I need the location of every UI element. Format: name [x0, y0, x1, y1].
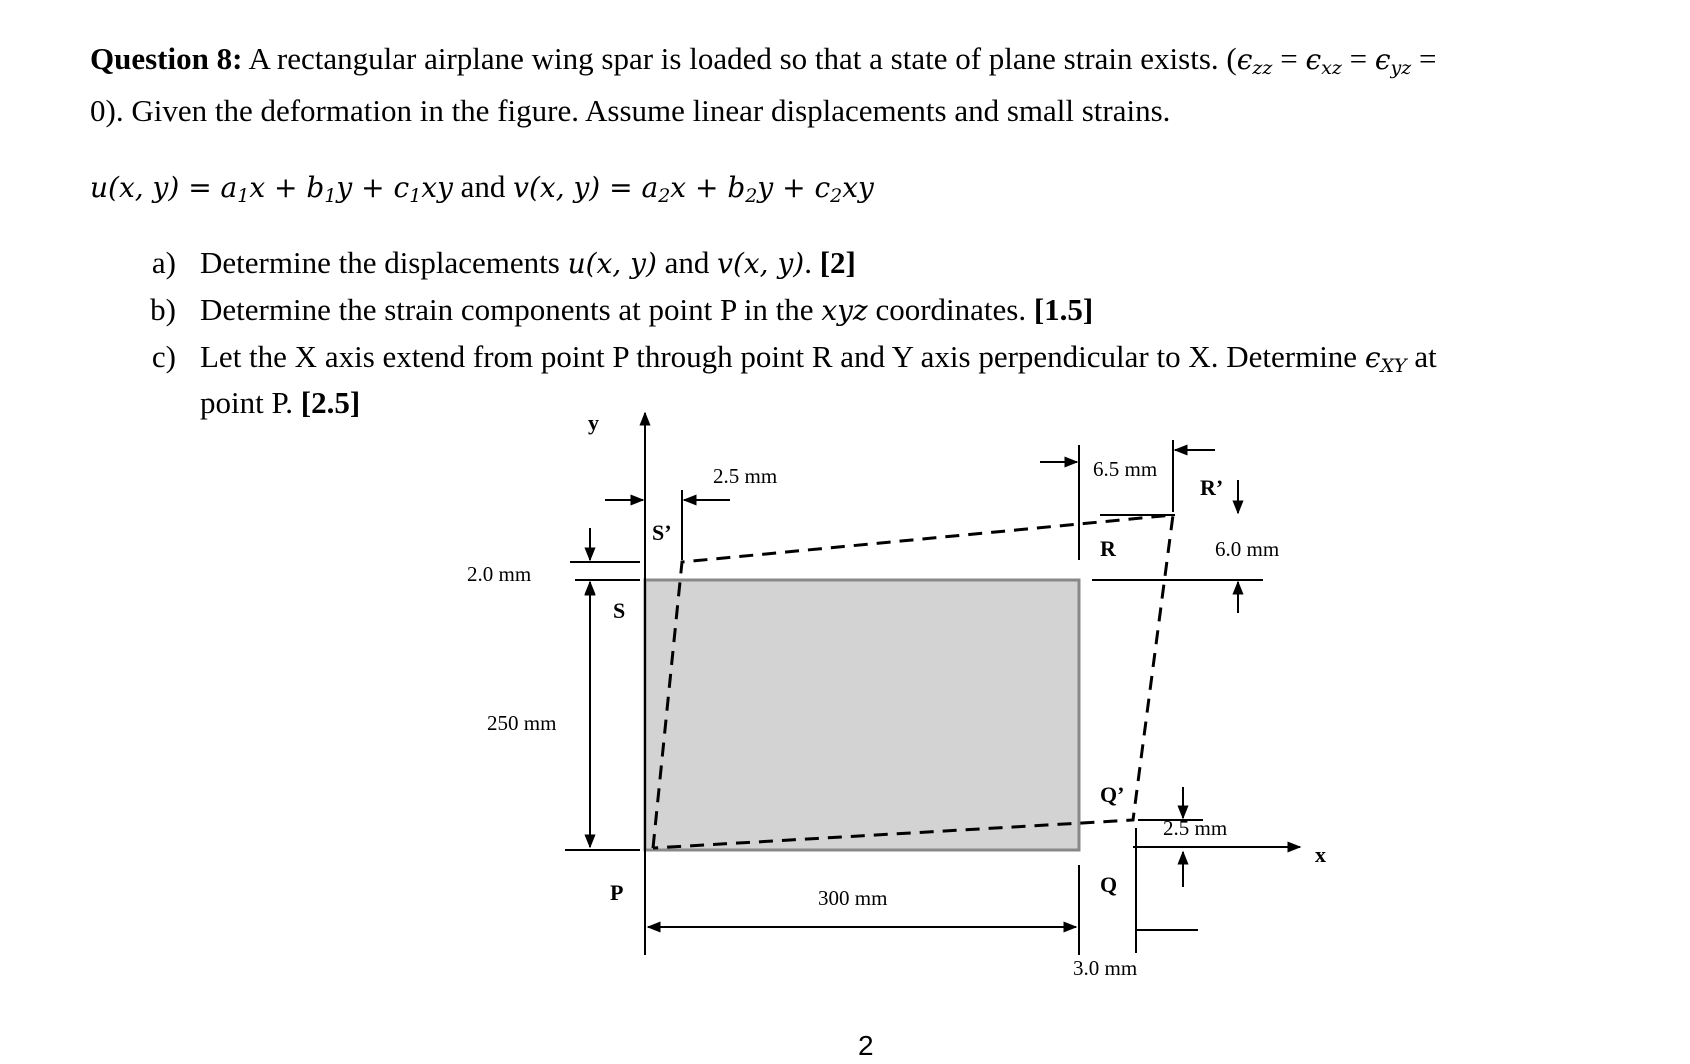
top-right-shift-label: 6.5 mm [1093, 457, 1158, 481]
equals-1: = [1272, 41, 1306, 76]
u-equation: u(x, $y) = a_1x + b_1y + c_1xy$ [90, 171, 453, 207]
part-c-label: c) [151, 339, 176, 374]
part-b-label: b) [150, 292, 176, 327]
equals-3: = [1411, 41, 1437, 76]
page-number: 2 [858, 1030, 874, 1061]
point-p-label: P [610, 880, 624, 905]
x-axis-label: x [1315, 842, 1326, 867]
epsilon-yz: $\epsilon_{yz}$ [1374, 43, 1412, 79]
point-s-prime-label: S’ [652, 520, 672, 545]
original-spar-rectangle [645, 580, 1079, 850]
question-label: Question 8: [90, 41, 243, 76]
point-q-prime-label: Q’ [1100, 782, 1125, 807]
epsilon-zz: $\epsilon_{zz}$ [1236, 43, 1273, 79]
right-shift-label: 6.0 mm [1215, 537, 1280, 561]
epsilon-xz: $\epsilon_{xz}$ [1305, 43, 1342, 79]
question-line-2: 0). Given the deformation in the figure. Assume linear displacements and small strains. [90, 93, 1171, 128]
q-shift-label: 2.5 mm [1163, 816, 1228, 840]
part-b-text: Determine the strain components at point P in the xyz coordinates. [1.5] [200, 292, 1094, 327]
v-equation: v(x, $y) = a_2x + b_2y + c_2xy$ [513, 171, 874, 207]
height-label: 250 mm [487, 711, 557, 735]
part-c-text: Let the X axis extend from point P through point R and Y axis perpendicular to X. Determine $\epsilon_{XY}$ at [200, 339, 1437, 377]
equals-2: = [1341, 41, 1375, 76]
part-a-text: Determine the displacements u(x, y) and v(x, y). [2] [200, 245, 856, 280]
part-a-label: a) [151, 245, 176, 280]
top-left-shift-label: 2.5 mm [713, 464, 778, 488]
question-text-1: A rectangular airplane wing spar is loaded so that a state of plane strain exists. ( [248, 41, 1237, 76]
part-c-line-2: point P. [2.5] [200, 385, 361, 420]
point-s-label: S [613, 598, 626, 623]
left-shift-label: 2.0 mm [467, 562, 532, 586]
point-q-label: Q [1100, 872, 1118, 897]
y-axis-label: y [588, 410, 599, 435]
point-r-prime-label: R’ [1200, 475, 1224, 500]
width-label: 300 mm [818, 886, 888, 910]
bottom-right-shift-label: 3.0 mm [1073, 956, 1138, 980]
point-r-label: R [1100, 536, 1116, 561]
and-word: and [452, 169, 514, 204]
